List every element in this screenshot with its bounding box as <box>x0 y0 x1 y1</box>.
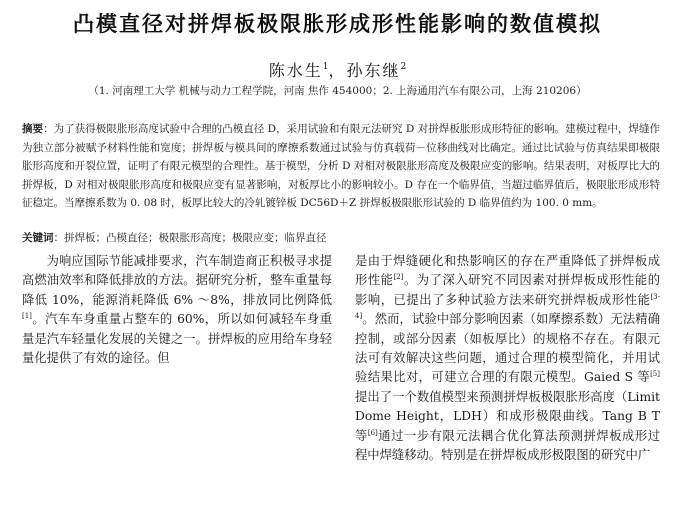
citation: [5] <box>650 370 660 379</box>
keywords-text: ：拼焊板；凸模直径；极限胀形高度；极限应变；临界直径 <box>53 232 327 244</box>
body-paragraph <box>22 252 332 368</box>
body-text: 通过一步有限元法耦合优化算法预测拼焊板成形过程中焊缝移动。特别是在拼焊板成形极限图的研究中广 <box>355 428 660 463</box>
citation: [3-4] <box>355 292 660 321</box>
body-paragraph <box>355 252 660 465</box>
paper-title: 凸模直径对拼焊板极限胀形成形性能影响的数值模拟 <box>73 12 602 36</box>
body-text: 。为了深入研究不同因素对拼焊板成形性能的影响，已提出了多种试验方法来研究拼焊板成形性能 <box>355 273 660 307</box>
abstract-label: 摘要 <box>22 123 44 135</box>
body-text: 是由于焊缝硬化和热影响区的存在严重降低了拼焊板成形性能 <box>355 254 660 288</box>
affiliation: （1. 河南理工大学 机械与动力工程学院，河南 焦作 454000；2. 上海通用汽车有限公司，上海 210206） <box>88 85 587 97</box>
author-line <box>0 58 675 81</box>
keywords <box>22 230 660 246</box>
body-text: 。汽车车身重量占整车的 60%，所以如何减轻车身重量是汽车轻量化发展的关键之一。拼焊板的应用给车身轻量化提供了有效的途径。但 <box>22 312 332 366</box>
body-column-right <box>355 252 660 465</box>
citation: [2] <box>393 273 404 282</box>
keywords-label: 关键词 <box>22 232 54 244</box>
abstract-text: ：为了获得极限胀形高度试验中合理的凸模直径 D，采用试验和有限元法研究 D 对拼焊板胀形成形特征的影响。建模过程中，焊缝作为独立部分被赋予材料性能和宽度；拼焊板与模具间的摩擦系数通过试验与仿真载荷－位移曲线对比确定。通过比试验与仿真结果即极限胀形高度和开裂位置，证明了有限元模型的合理性。基于模型，分析 D 对相对极限胀形高度及极限应变的影响。结果表明，对板厚比大的拼焊板，D 对相对极限胀形高度和极限应变有显著影响，对板厚比小的影响较小。D 存在一个临界值，当超过临界值后，极限胀形成形特征稳定。当摩擦系数为 0. 08 时，板厚比较大的冷轧镀锌板 DC56D＋Z 拼焊板极限胀形试验的 D 临界值约为 100. 0 mm。 <box>22 123 660 210</box>
body-text: 。然而，试验中部分影响因素（如摩擦系数）无法精确控制，或部分因素（如板厚比）的规格不存在。有限元法可有效解决这些问题，通过合理的模型简化，并用试验结果比对，可建立合理的有限元模型。Gaied S 等 <box>355 312 660 385</box>
author-name: 孙东继 <box>346 61 401 80</box>
author-affil-mark: 2 <box>400 62 407 72</box>
body-column-left <box>22 252 332 368</box>
author-name: 陈水生 <box>268 61 323 80</box>
body-text: 提出了一个数值模型来预测拼焊板极限胀形高度（Limit Dome Height，LDH）和成形极限曲线。Tang B T 等 <box>355 389 660 443</box>
body-text: 为响应国际节能减排要求，汽车制造商正积极寻求提高燃油效率和降低排放的方法。据研究分析，整车重量每降低 10%，能源消耗降低 6% ～8%，排放同比例降低 <box>22 254 332 307</box>
citation: [6] <box>367 428 378 437</box>
author-separator: ， <box>328 61 347 80</box>
abstract <box>22 120 660 213</box>
author-affil-mark: 1 <box>322 62 329 72</box>
citation: [1] <box>22 312 32 321</box>
